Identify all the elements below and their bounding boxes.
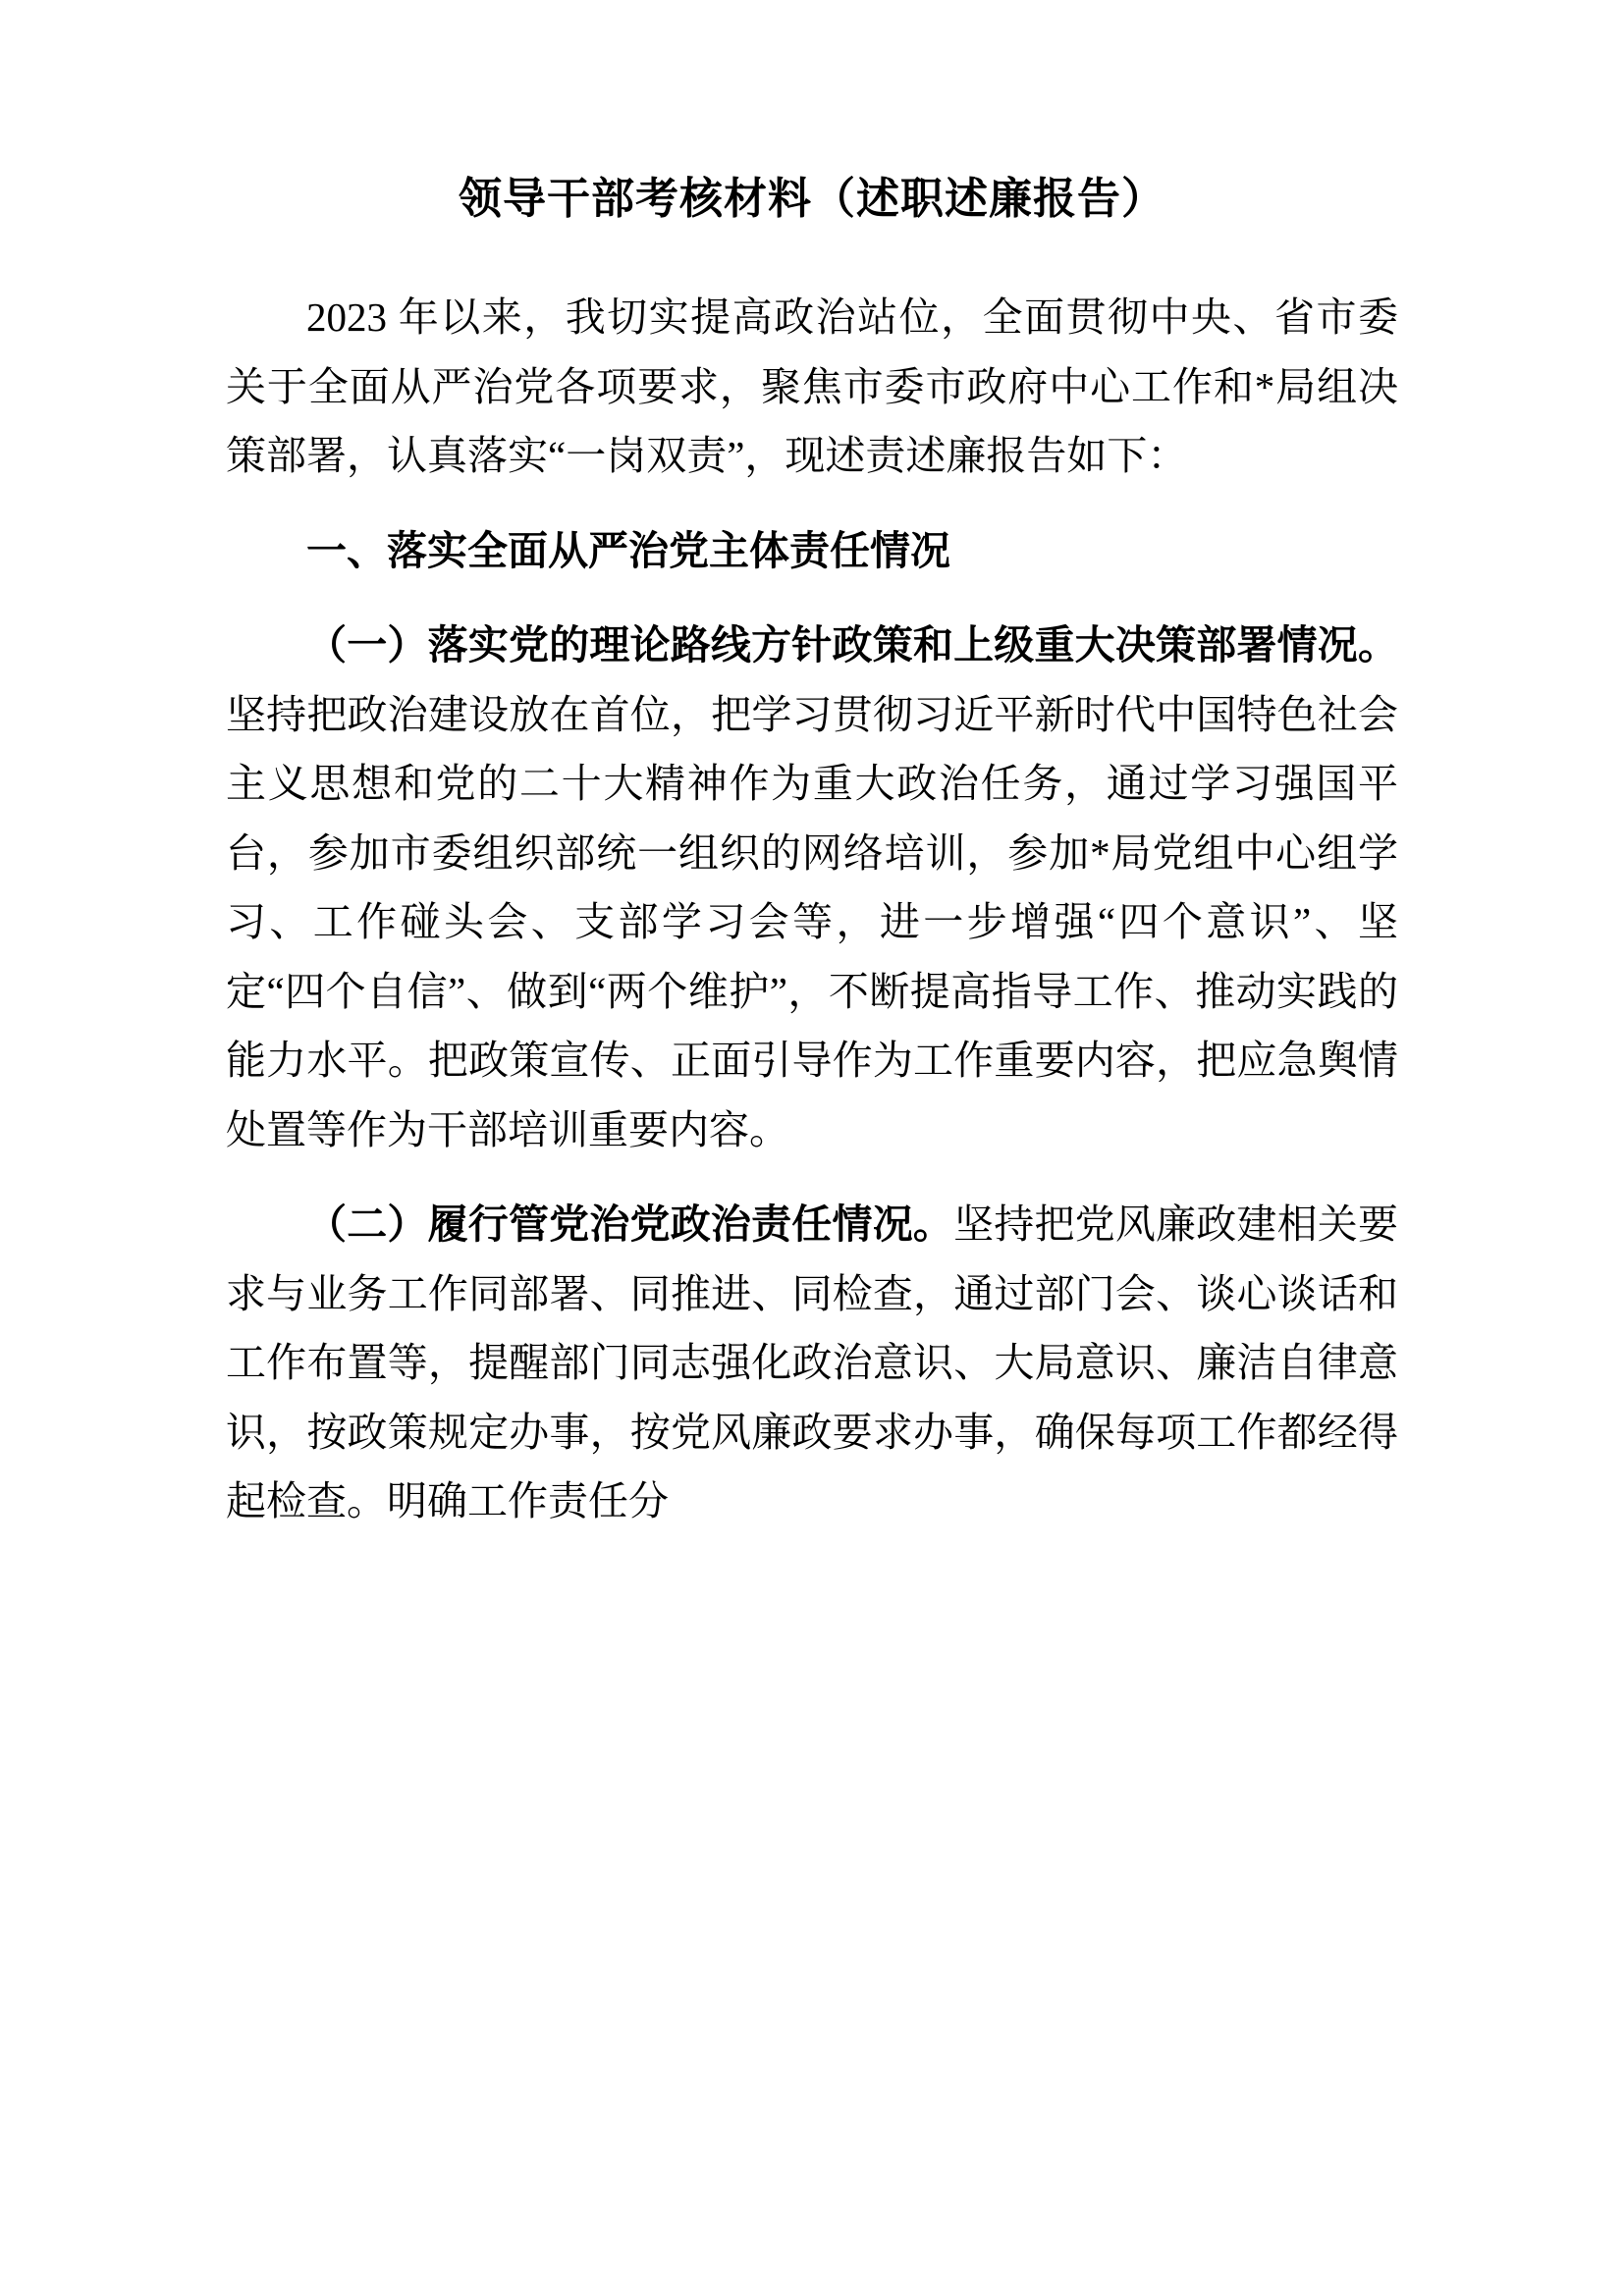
paragraph-body-2: 坚持把党风廉政建相关要求与业务工作同部署、同推进、同检查，通过部门会、谈心谈话和工作布置等，提醒部门同志强化政治意识、大局意识、廉洁自律意识，按政策规定办事，按党风廉政要求办事，确保每项工作都经得起检查。明确工作责任分 — [226, 1201, 1399, 1524]
section-heading-1: 一、落实全面从严治党主体责任情况 — [306, 527, 950, 573]
paragraph-lead-2: （二）履行管党治党政治责任情况。 — [306, 1201, 954, 1248]
paragraph-lead-1: （一）落实党的理论路线方针政策和上级重大决策部署情况。 — [306, 622, 1398, 668]
paragraph-section-1-2 — [226, 1190, 1398, 1536]
paragraph-intro: 2023 年以来，我切实提高政治站位，全面贯彻中央、省市委关于全面从严治党各项要求，聚焦市委市政府中心工作和*局组决策部署，认真落实“一岗双责”，现述责述廉报告如下： — [226, 294, 1398, 479]
paragraph-section-1-1 — [226, 611, 1398, 1164]
page-title: 领导干部考核材料（述职述廉报告） — [459, 175, 1165, 223]
paragraph-body-1: 坚持把政治建设放在首位，把学习贯彻习近平新时代中国特色社会主义思想和党的二十大精神作为重大政治任务，通过学习强国平台，参加市委组织部统一组织的网络培训，参加*局党组中心组学习、工作碰头会、支部学习会等，进一步增强“四个意识”、坚定“四个自信”、做到“两个维护”，不断提高指导工作、推动实践的能力水平。把政策宣传、正面引导作为工作重要内容，把应急舆情处置等作为干部培训重要内容。 — [226, 691, 1398, 1152]
